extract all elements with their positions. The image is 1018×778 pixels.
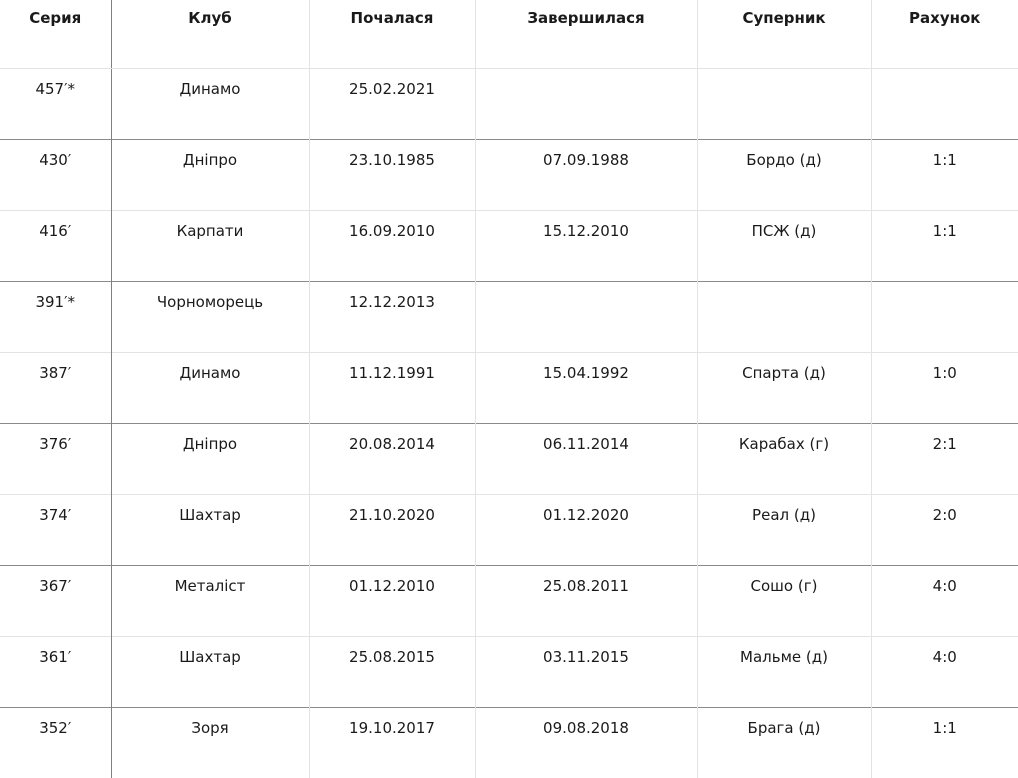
cell-started: 20.08.2014	[309, 424, 475, 495]
table-row	[0, 708, 1018, 778]
table-header-row	[0, 0, 1018, 69]
cell-series: 430′	[0, 140, 111, 211]
cell-started: 16.09.2010	[309, 211, 475, 282]
cell-ended: 09.08.2018	[475, 708, 697, 778]
cell-score: 1:1	[871, 708, 1018, 778]
table-row	[0, 282, 1018, 353]
cell-series: 367′	[0, 566, 111, 637]
table-row	[0, 69, 1018, 140]
cell-club: Дніпро	[111, 140, 309, 211]
cell-opponent: Бордо (д)	[697, 140, 871, 211]
cell-opponent	[697, 282, 871, 353]
table-row	[0, 140, 1018, 211]
cell-opponent: Сошо (г)	[697, 566, 871, 637]
cell-club: Динамо	[111, 353, 309, 424]
cell-started: 19.10.2017	[309, 708, 475, 778]
header-started: Почалася	[309, 0, 475, 69]
table-row	[0, 637, 1018, 708]
cell-series: 374′	[0, 495, 111, 566]
cell-started: 11.12.1991	[309, 353, 475, 424]
cell-series: 457′*	[0, 69, 111, 140]
cell-started: 25.08.2015	[309, 637, 475, 708]
cell-series: 376′	[0, 424, 111, 495]
cell-club: Металіст	[111, 566, 309, 637]
table-row	[0, 211, 1018, 282]
cell-started: 21.10.2020	[309, 495, 475, 566]
cell-club: Динамо	[111, 69, 309, 140]
cell-series: 361′	[0, 637, 111, 708]
header-opponent: Суперник	[697, 0, 871, 69]
cell-ended: 06.11.2014	[475, 424, 697, 495]
cell-series: 416′	[0, 211, 111, 282]
cell-started: 01.12.2010	[309, 566, 475, 637]
cell-opponent: Мальме (д)	[697, 637, 871, 708]
cell-club: Дніпро	[111, 424, 309, 495]
cell-score: 2:1	[871, 424, 1018, 495]
table-row	[0, 495, 1018, 566]
cell-score: 1:0	[871, 353, 1018, 424]
cell-club: Зоря	[111, 708, 309, 778]
cell-ended: 15.12.2010	[475, 211, 697, 282]
cell-opponent: Карабах (г)	[697, 424, 871, 495]
cell-score: 1:1	[871, 140, 1018, 211]
header-score: Рахунок	[871, 0, 1018, 69]
cell-started: 12.12.2013	[309, 282, 475, 353]
cell-ended: 03.11.2015	[475, 637, 697, 708]
cell-started: 23.10.1985	[309, 140, 475, 211]
cell-ended: 07.09.1988	[475, 140, 697, 211]
table-row	[0, 566, 1018, 637]
cell-opponent: Реал (д)	[697, 495, 871, 566]
cell-club: Чорноморець	[111, 282, 309, 353]
cell-score	[871, 282, 1018, 353]
cell-series: 387′	[0, 353, 111, 424]
cell-club: Карпати	[111, 211, 309, 282]
cell-score: 4:0	[871, 637, 1018, 708]
cell-opponent: Брага (д)	[697, 708, 871, 778]
cell-series: 391′*	[0, 282, 111, 353]
cell-series: 352′	[0, 708, 111, 778]
header-series: Серия	[0, 0, 111, 69]
cell-opponent	[697, 69, 871, 140]
table-row	[0, 424, 1018, 495]
cell-club: Шахтар	[111, 637, 309, 708]
cell-club: Шахтар	[111, 495, 309, 566]
cell-score	[871, 69, 1018, 140]
header-ended: Завершилася	[475, 0, 697, 69]
cell-score: 2:0	[871, 495, 1018, 566]
cell-opponent: ПСЖ (д)	[697, 211, 871, 282]
cell-ended	[475, 69, 697, 140]
cell-score: 4:0	[871, 566, 1018, 637]
cell-ended: 01.12.2020	[475, 495, 697, 566]
header-club: Клуб	[111, 0, 309, 69]
cell-opponent: Спарта (д)	[697, 353, 871, 424]
cell-score: 1:1	[871, 211, 1018, 282]
table-row	[0, 353, 1018, 424]
cell-ended: 25.08.2011	[475, 566, 697, 637]
cell-ended	[475, 282, 697, 353]
cell-ended: 15.04.1992	[475, 353, 697, 424]
cell-started: 25.02.2021	[309, 69, 475, 140]
